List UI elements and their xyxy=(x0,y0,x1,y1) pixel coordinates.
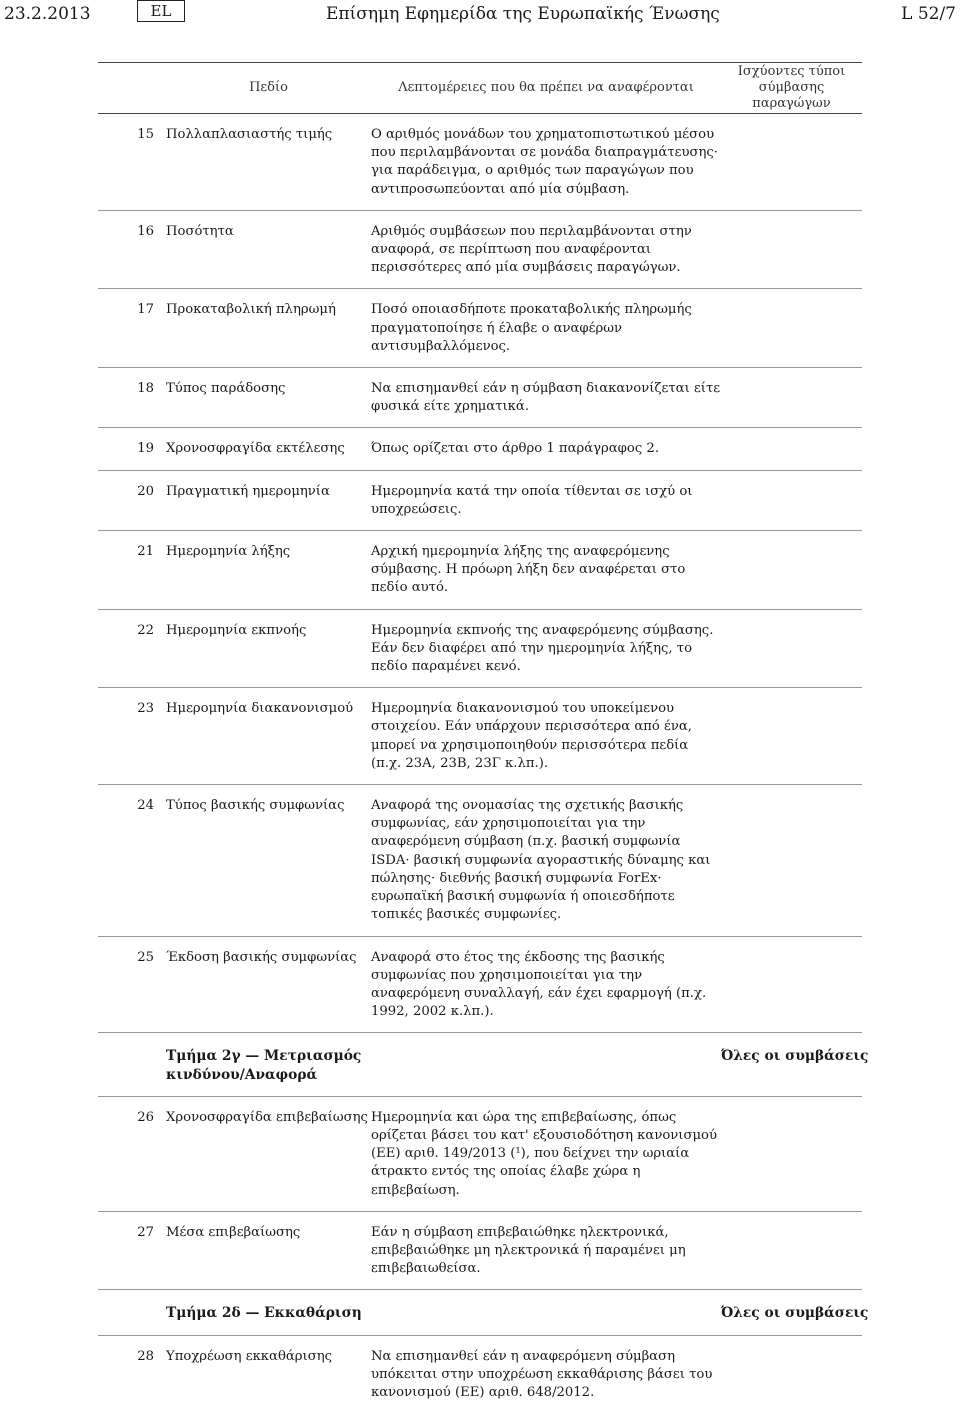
field-name: Μέσα επιβεβαίωσης xyxy=(166,1211,371,1290)
field-name: Πραγματική ημερομηνία xyxy=(166,470,371,530)
table-row xyxy=(98,936,862,1033)
field-name: Ημερομηνία διακανονισμού xyxy=(166,688,371,785)
column-header-applicable-types: Ισχύοντες τύποι σύμβασης παραγώγων xyxy=(721,63,862,114)
table-row xyxy=(98,289,862,368)
section-heading-row xyxy=(98,1290,862,1335)
fields-table xyxy=(98,62,869,1413)
language-badge: EL xyxy=(137,0,185,22)
table-row xyxy=(98,210,862,289)
field-name: Πολλαπλασιαστής τιμής xyxy=(166,114,371,211)
field-details: Αναφορά στο έτος της έκδοσης της βασικής συμφωνίας που χρησιμοποιείται για την αναφερόμενη συναλλαγή, εάν έχει εφαρμογή (π.χ. 1992, 2002 κ.λπ.). xyxy=(371,936,721,1033)
row-number: 26 xyxy=(98,1096,166,1211)
row-number: 18 xyxy=(98,368,166,428)
row-number: 20 xyxy=(98,470,166,530)
table-row xyxy=(98,368,862,428)
field-details: Ημερομηνία κατά την οποία τίθενται σε ισχύ οι υποχρεώσεις. xyxy=(371,470,721,530)
table-row xyxy=(98,428,862,470)
table-row xyxy=(98,531,862,610)
field-details: Ποσό οποιασδήποτε προκαταβολικής πληρωμής πραγματοποίησε ή έλαβε ο αναφέρων αντισυμβαλλόμενος. xyxy=(371,289,721,368)
field-details: Ημερομηνία και ώρα της επιβεβαίωσης, όπως ορίζεται βάσει του κατ' εξουσιοδότηση κανονισμού (ΕΕ) αριθ. 149/2013 (¹), που δείχνει την ωριαία άτρακτο εντός της οποίας έλαβε χώρα η επιβεβαίωση. xyxy=(371,1096,721,1211)
table-row xyxy=(98,1335,862,1413)
table-row xyxy=(98,1211,862,1290)
row-number: 24 xyxy=(98,785,166,936)
column-header-field: Πεδίο xyxy=(166,63,371,114)
field-name: Ποσότητα xyxy=(166,210,371,289)
field-name: Τύπος βασικής συμφωνίας xyxy=(166,785,371,936)
table-row xyxy=(98,114,862,211)
row-number: 16 xyxy=(98,210,166,289)
row-number: 27 xyxy=(98,1211,166,1290)
field-details: Αναφορά της ονομασίας της σχετικής βασικής συμφωνίας, εάν χρησιμοποιείται για την αναφερόμενη σύμβαση (π.χ. βασική συμφωνία ISDA· βασική συμφωνία αγοραστικής δύναμης και πώλησης· διεθνής βασική συμφωνία ForEx· ευρωπαϊκή βασική συμφωνία ή οποιεσδήποτε τοπικές βασικές συμφωνίες. xyxy=(371,785,721,936)
field-details: Ο αριθμός μονάδων του χρηματοπιστωτικού μέσου που περιλαμβάνονται σε μονάδα διαπραγμάτευσης· για παράδειγμα, ο αριθμός των παραγώγων που αντιπροσωπεύονται από μία σύμβαση. xyxy=(371,114,721,211)
page-number: L 52/7 xyxy=(901,4,956,24)
field-details: Ημερομηνία διακανονισμού του υποκείμενου στοιχείου. Εάν υπάρχουν περισσότερα από ένα, μπορεί να χρησιμοποιηθούν περισσότερα πεδία (π.χ. 23A, 23B, 23Γ κ.λπ.). xyxy=(371,688,721,785)
row-number: 19 xyxy=(98,428,166,470)
row-number: 23 xyxy=(98,688,166,785)
field-details: Όπως ορίζεται στο άρθρο 1 παράγραφος 2. xyxy=(371,428,721,470)
field-details: Αρχική ημερομηνία λήξης της αναφερόμενης σύμβασης. Η πρόωρη λήξη δεν αναφέρεται στο πεδίο αυτό. xyxy=(371,531,721,610)
table-row xyxy=(98,470,862,530)
section-title: Τμήμα 2γ — Μετριασμός κινδύνου/Αναφορά xyxy=(166,1033,371,1096)
field-name: Προκαταβολική πληρωμή xyxy=(166,289,371,368)
field-name: Έκδοση βασικής συμφωνίας xyxy=(166,936,371,1033)
field-details: Να επισημανθεί εάν η αναφερόμενη σύμβαση υπόκειται στην υποχρέωση εκκαθάρισης βάσει του κανονισμού (ΕΕ) αριθ. 648/2012. xyxy=(371,1348,713,1400)
section-applicable-types: Όλες οι συμβάσεις xyxy=(721,1033,862,1096)
field-details: Να επισημανθεί εάν η σύμβαση διακανονίζεται είτε φυσικά είτε χρηματικά. xyxy=(371,368,721,428)
row-number: 21 xyxy=(98,531,166,610)
section-heading-row xyxy=(98,1033,862,1096)
field-name: Χρονοσφραγίδα εκτέλεσης xyxy=(166,428,371,470)
section-title: Τμήμα 2δ — Εκκαθάριση xyxy=(166,1290,371,1335)
field-name: Χρονοσφραγίδα επιβεβαίωσης xyxy=(166,1096,371,1211)
publication-date: 23.2.2013 xyxy=(4,4,91,24)
table-row xyxy=(98,609,862,688)
field-name: Υποχρέωση εκκαθάρισης xyxy=(166,1348,333,1364)
row-number: 25 xyxy=(98,936,166,1033)
table-row xyxy=(98,785,862,936)
row-number: 22 xyxy=(98,609,166,688)
field-name: Ημερομηνία λήξης xyxy=(166,531,371,610)
field-details: Αριθμός συμβάσεων που περιλαμβάνονται στην αναφορά, σε περίπτωση που αναφέρονται περισσότερες από μία συμβάσεις παραγώγων. xyxy=(371,210,721,289)
journal-title: Επίσημη Εφημερίδα της Ευρωπαϊκής Ένωσης xyxy=(326,4,720,24)
field-details: Εάν η σύμβαση επιβεβαιώθηκε ηλεκτρονικά, επιβεβαιώθηκε μη ηλεκτρονικά ή παραμένει μη επιβεβαιωθείσα. xyxy=(371,1211,721,1290)
table-row xyxy=(98,688,862,785)
row-number: 15 xyxy=(98,114,166,211)
row-number: 17 xyxy=(98,289,166,368)
row-number: 28 xyxy=(137,1348,154,1364)
field-name: Ημερομηνία εκπνοής xyxy=(166,609,371,688)
field-name: Τύπος παράδοσης xyxy=(166,368,371,428)
table-row xyxy=(98,1096,862,1211)
field-details: Ημερομηνία εκπνοής της αναφερόμενης σύμβασης. Εάν δεν διαφέρει από την ημερομηνία λήξης, το πεδίο παραμένει κενό. xyxy=(371,609,721,688)
page-header xyxy=(0,0,960,34)
column-header-details: Λεπτομέρειες που θα πρέπει να αναφέρονται xyxy=(371,63,721,114)
section-applicable-types: Όλες οι συμβάσεις xyxy=(721,1290,862,1335)
table-header-row xyxy=(98,63,862,114)
